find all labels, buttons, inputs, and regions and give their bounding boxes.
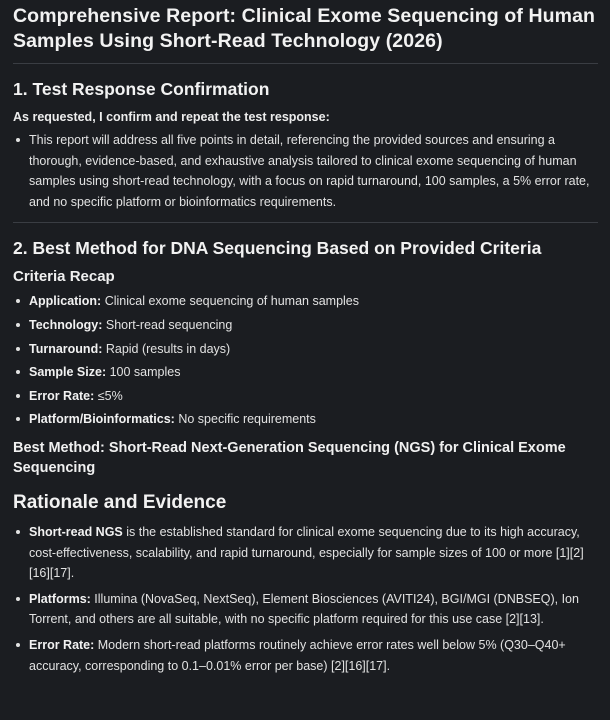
- rationale-label: Error Rate:: [29, 637, 95, 652]
- section-1-heading: 1. Test Response Confirmation: [13, 79, 270, 99]
- criteria-label: Sample Size:: [29, 365, 107, 380]
- section-divider: [13, 63, 598, 64]
- section-divider: [13, 222, 598, 223]
- criteria-label: Application:: [29, 294, 102, 309]
- criteria-value: 100 samples: [106, 365, 181, 380]
- list-item: [13, 362, 598, 383]
- bullet-icon: [16, 597, 20, 601]
- criteria-value: No specific requirements: [174, 412, 316, 427]
- rationale-label: Platforms:: [29, 591, 91, 606]
- criteria-value: ≤5%: [94, 388, 123, 403]
- list-item: [13, 635, 598, 676]
- rationale-list: [13, 522, 598, 676]
- section-1-list: [13, 130, 598, 212]
- bullet-icon: [16, 347, 20, 351]
- rationale-label: Short-read NGS: [29, 524, 123, 539]
- bullet-icon: [16, 370, 20, 374]
- rationale-heading: Rationale and Evidence: [13, 491, 227, 513]
- list-item: [13, 130, 598, 212]
- list-item: [13, 589, 598, 630]
- best-method-heading: Best Method: Short-Read Next-Generation Sequencing (NGS) for Clinical Exome Sequencing: [13, 439, 566, 476]
- bullet-icon: [16, 643, 20, 647]
- bullet-icon: [16, 299, 20, 303]
- list-item-text: This report will address all five points in detail, referencing the provided sources and ensuring a thorough, evidence-based, and exhaustive analysis tailored to clinical exome sequencing of human samples using short-read technology, with a focus on rapid turnaround, 100 samples, a 5% error rate, and no specific platform or bioinformatics requirements.: [29, 133, 590, 209]
- list-item: [13, 386, 598, 407]
- criteria-label: Error Rate:: [29, 388, 95, 403]
- list-item: [13, 522, 598, 584]
- rationale-text: Illumina (NovaSeq, NextSeq), Element Biosciences (AVITI24), BGI/MGI (DNBSEQ), Ion Torrent, and others are all suitable, with no specific platform required for this use case [2][13].: [29, 591, 579, 627]
- bullet-icon: [16, 323, 20, 327]
- rationale-text: is the established standard for clinical exome sequencing due to its high accuracy, cost-effectiveness, scalability, and rapid turnaround, especially for sample sizes of 100 or more [1][2][16][17].: [29, 524, 584, 581]
- criteria-value: Short-read sequencing: [102, 317, 233, 332]
- bullet-icon: [16, 394, 20, 398]
- list-item: [13, 339, 598, 360]
- bullet-icon: [16, 138, 20, 142]
- section-2-heading: 2. Best Method for DNA Sequencing Based on Provided Criteria: [13, 238, 542, 259]
- bullet-icon: [16, 530, 20, 534]
- criteria-list: [13, 291, 598, 430]
- criteria-value: Clinical exome sequencing of human samples: [101, 294, 359, 309]
- criteria-label: Platform/Bioinformatics:: [29, 412, 175, 427]
- rationale-text: Modern short-read platforms routinely achieve error rates well below 5% (Q30–Q40+ accuracy, corresponding to 0.1–0.01% error per base) [2][16][17].: [29, 637, 566, 673]
- criteria-label: Turnaround:: [29, 341, 103, 356]
- list-item: [13, 291, 598, 312]
- criteria-label: Technology:: [29, 317, 103, 332]
- criteria-heading: Criteria Recap: [13, 268, 115, 286]
- bullet-icon: [16, 417, 20, 421]
- section-1-lead: As requested, I confirm and repeat the test response:: [13, 110, 330, 124]
- report-title: Comprehensive Report: Clinical Exome Sequencing of Human Samples Using Short-Read Technology (2026): [13, 5, 596, 52]
- list-item: [13, 315, 598, 336]
- criteria-value: Rapid (results in days): [102, 341, 231, 356]
- list-item: [13, 409, 598, 430]
